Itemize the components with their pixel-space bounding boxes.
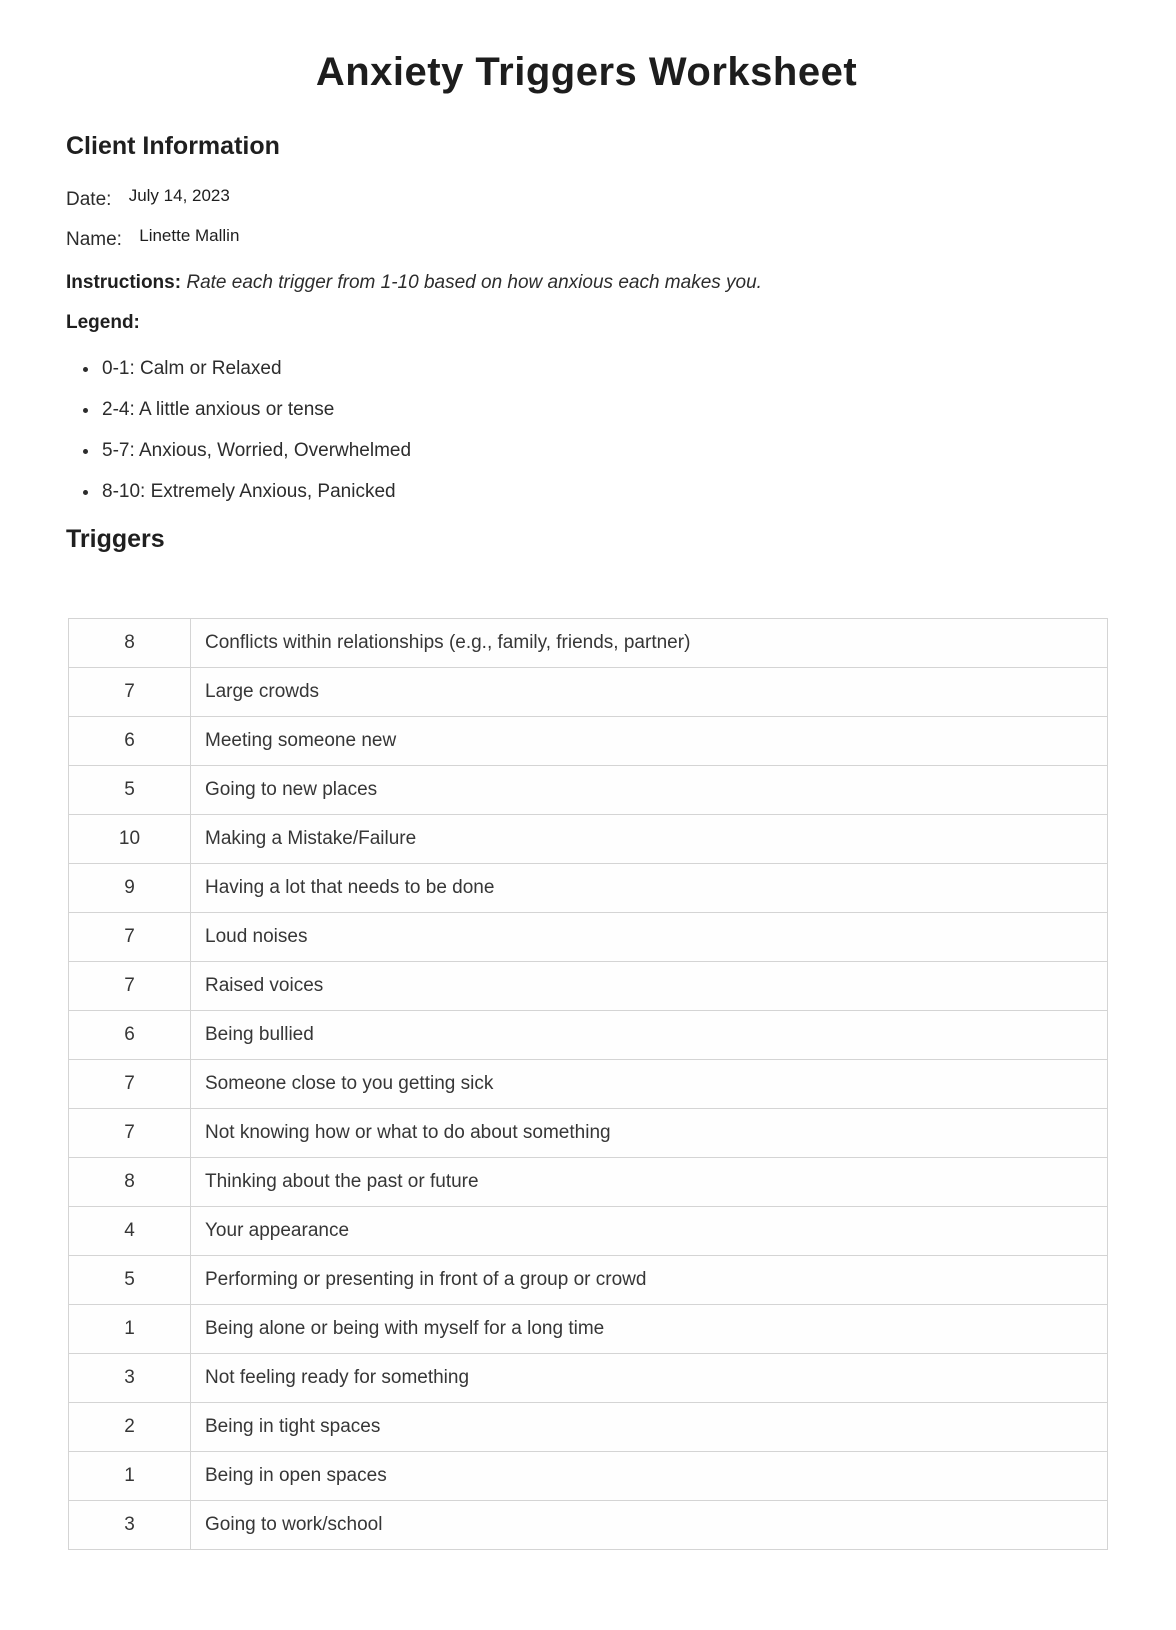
legend-item: • 8-10: Extremely Anxious, Panicked [100,481,1107,503]
legend-item: • 2-4: A little anxious or tense [100,399,1107,421]
rating-cell: 7 [69,668,191,717]
table-row [69,1060,1108,1109]
name-label: Name: [66,229,122,250]
date-label: Date: [66,189,112,210]
rating-cell: 1 [69,1305,191,1354]
name-value: Linette Mallin [139,226,240,245]
table-row [69,1452,1108,1501]
trigger-cell: Loud noises [191,913,1108,962]
triggers-heading: Triggers [66,525,165,553]
table-row [69,619,1108,668]
page-title: Anxiety Triggers Worksheet [315,50,858,94]
name-field [66,226,1107,251]
rating-cell: 8 [69,1158,191,1207]
client-information-heading: Client Information [66,132,280,160]
table-row [69,1305,1108,1354]
rating-cell: 5 [69,1256,191,1305]
table-row [69,1501,1108,1550]
rating-cell: 9 [69,864,191,913]
date-field [66,186,1107,211]
trigger-cell: Being bullied [191,1011,1108,1060]
rating-cell: 7 [69,913,191,962]
rating-cell: 6 [69,1011,191,1060]
rating-cell: 8 [69,619,191,668]
table-row [69,766,1108,815]
trigger-cell: Someone close to you getting sick [191,1060,1108,1109]
table-row [69,913,1108,962]
table-row [69,1207,1108,1256]
triggers-table-body [69,619,1108,1550]
rating-cell: 7 [69,1060,191,1109]
trigger-cell: Being in tight spaces [191,1403,1108,1452]
trigger-cell: Your appearance [191,1207,1108,1256]
trigger-cell: Performing or presenting in front of a group or crowd [191,1256,1108,1305]
table-row [69,1158,1108,1207]
rating-cell: 2 [69,1403,191,1452]
instructions-label: Instructions: [66,272,182,293]
rating-cell: 4 [69,1207,191,1256]
trigger-cell: Going to new places [191,766,1108,815]
rating-cell: 10 [69,815,191,864]
rating-cell: 5 [69,766,191,815]
rating-cell: 6 [69,717,191,766]
trigger-cell: Conflicts within relationships (e.g., family, friends, partner) [191,619,1108,668]
table-row [69,1354,1108,1403]
table-row [69,1011,1108,1060]
table-row [69,815,1108,864]
rating-cell: 3 [69,1354,191,1403]
trigger-cell: Going to work/school [191,1501,1108,1550]
instructions-text: Rate each trigger from 1-10 based on how anxious each makes you. [186,272,762,293]
trigger-cell: Large crowds [191,668,1108,717]
rating-cell: 1 [69,1452,191,1501]
trigger-cell: Meeting someone new [191,717,1108,766]
table-row [69,668,1108,717]
legend-label: Legend: [66,312,140,333]
trigger-cell: Raised voices [191,962,1108,1011]
table-row [69,962,1108,1011]
table-row [69,717,1108,766]
table-row [69,864,1108,913]
rating-cell: 3 [69,1501,191,1550]
legend-item: • 5-7: Anxious, Worried, Overwhelmed [100,440,1107,462]
instructions-line [66,272,1107,294]
trigger-cell: Making a Mistake/Failure [191,815,1108,864]
trigger-cell: Being in open spaces [191,1452,1108,1501]
trigger-cell: Having a lot that needs to be done [191,864,1108,913]
rating-cell: 7 [69,962,191,1011]
triggers-table [68,618,1108,1550]
trigger-cell: Not knowing how or what to do about something [191,1109,1108,1158]
trigger-cell: Being alone or being with myself for a long time [191,1305,1108,1354]
legend-item: • 0-1: Calm or Relaxed [100,358,1107,380]
legend-list [66,358,1107,503]
trigger-cell: Not feeling ready for something [191,1354,1108,1403]
rating-cell: 7 [69,1109,191,1158]
table-row [69,1403,1108,1452]
date-value: July 14, 2023 [128,186,230,205]
table-row [69,1109,1108,1158]
table-row [69,1256,1108,1305]
trigger-cell: Thinking about the past or future [191,1158,1108,1207]
